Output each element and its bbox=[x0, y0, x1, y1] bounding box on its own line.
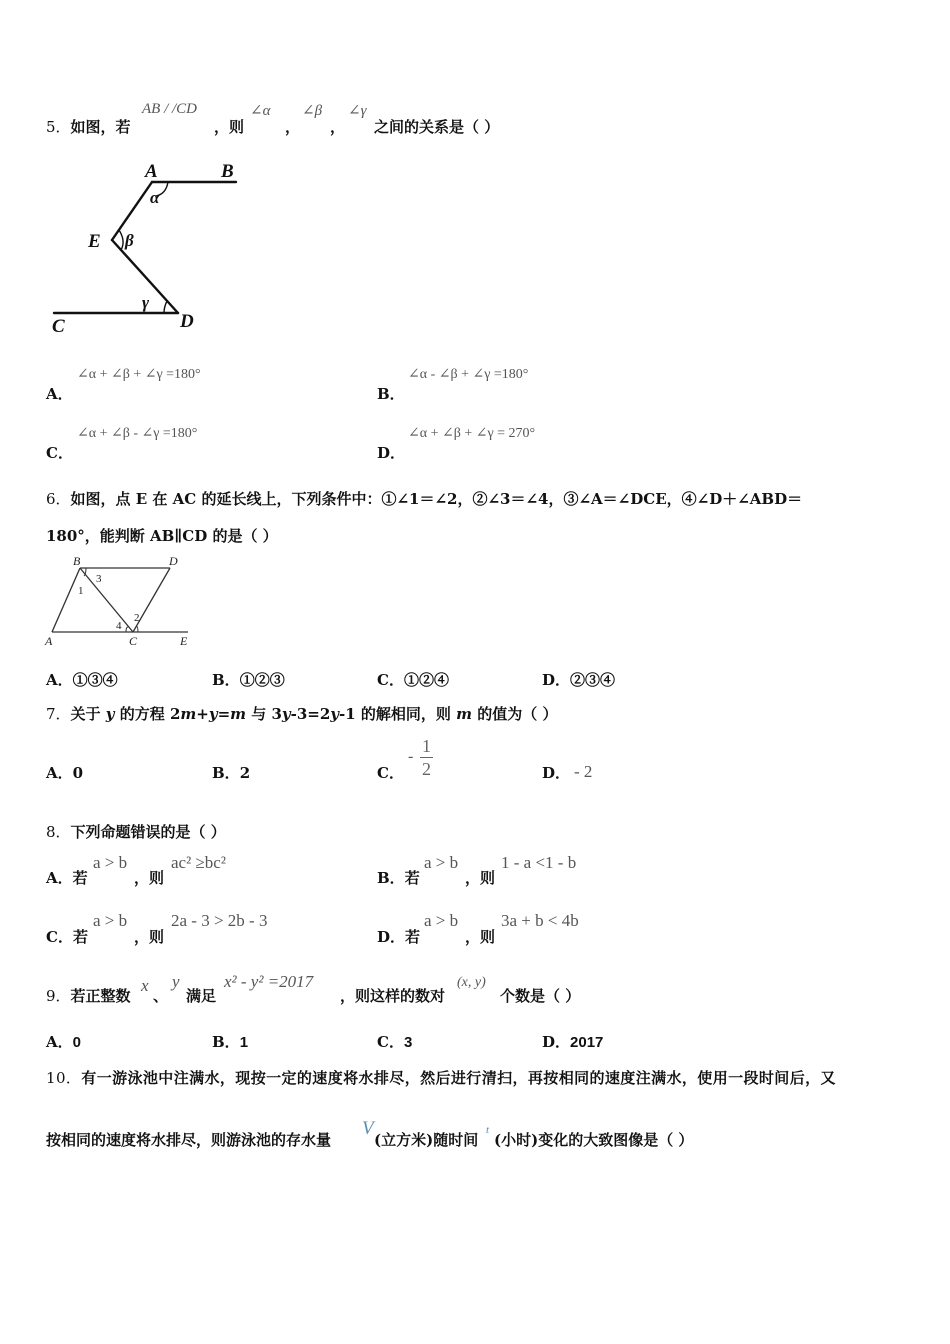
q10-stem-line2b: (立方米)随时间 bbox=[374, 1131, 479, 1149]
q6-label-c: C bbox=[129, 634, 138, 648]
q5-label-beta: β bbox=[125, 231, 134, 250]
q6-figure bbox=[40, 550, 200, 650]
q7-option-a: A．0 bbox=[46, 764, 84, 782]
q5-option-b-label: B． bbox=[377, 385, 405, 403]
q7-stem: 7．关于 y 的方程 2m+y=m 与 3y-3=2y-1 的解相同，则 m 的值为（ ） bbox=[46, 705, 558, 723]
q8-option-a-result: ac² ≥bc² bbox=[171, 853, 226, 872]
q7-option-d-value: - 2 bbox=[574, 762, 593, 781]
q5-sep2: ， bbox=[330, 118, 346, 136]
q5-sep1: ， bbox=[285, 118, 301, 136]
q7-option-d-label: D． bbox=[542, 764, 571, 782]
q8-option-a-cond: a > b bbox=[93, 853, 128, 872]
q5-angle-gamma: ∠γ bbox=[348, 103, 367, 119]
q5-option-c-label: C． bbox=[46, 444, 73, 462]
q5-option-d-expr: ∠α + ∠β + ∠γ = 270° bbox=[408, 426, 536, 441]
q6-stem-line1: 6．如图，点 E 在 AC 的延长线上，下列条件中：①∠1＝∠2，②∠3＝∠4，③∠A＝∠DCE，④∠D＋∠ABD＝ bbox=[46, 490, 803, 508]
q5-option-d-label: D． bbox=[377, 444, 406, 462]
q8-option-b-result: 1 - a <1 - b bbox=[501, 853, 577, 872]
q9-satisfy: 满足 bbox=[186, 987, 217, 1005]
q5-label-a: A bbox=[145, 161, 158, 182]
q5-arc-gamma bbox=[164, 301, 167, 313]
q8-option-d-then: ，则 bbox=[465, 928, 496, 946]
q10-var-v: V bbox=[362, 1118, 374, 1139]
q5-option-a-label: A． bbox=[46, 385, 73, 403]
q5-angle-beta: ∠β bbox=[302, 103, 323, 119]
q5-label-c: C bbox=[52, 316, 65, 337]
q7-option-c-fraction: $\frac{1}{2}$ bbox=[422, 736, 431, 779]
q5-stem: 5．如图，若 bbox=[46, 118, 131, 136]
q8-option-c-result: 2a - 3 > 2b - 3 bbox=[171, 911, 268, 930]
q9-var-x: x bbox=[141, 976, 149, 995]
q9-equation: x² - y² =2017 bbox=[224, 972, 314, 991]
q8-option-d-label: D．若 bbox=[377, 928, 421, 946]
q5-angle-alpha: ∠α bbox=[250, 103, 271, 119]
q8-stem: 8．下列命题错误的是（ ） bbox=[46, 823, 226, 841]
q9-pair: (x, y) bbox=[457, 975, 486, 990]
q6-line-bc bbox=[80, 568, 133, 632]
q6-option-b: B．①②③ bbox=[212, 671, 285, 689]
q5-label-d: D bbox=[180, 311, 194, 332]
q5-tail: 之间的关系是（ ） bbox=[374, 118, 500, 136]
q10-stem-line2c: (小时)变化的大致图像是（ ） bbox=[494, 1131, 694, 1149]
q5-option-a-expr: ∠α + ∠β + ∠γ =180° bbox=[77, 367, 201, 382]
q8-option-a-label: A．若 bbox=[46, 869, 88, 887]
q6-stem-line2: 180°，能判断 AB∥CD 的是（ ） bbox=[46, 527, 278, 545]
q8-option-b-then: ，则 bbox=[465, 869, 496, 887]
q9-option-b: B．1 bbox=[212, 1033, 249, 1051]
q9-then: ，则这样的数对 bbox=[340, 987, 446, 1005]
q8-option-c-cond: a > b bbox=[93, 911, 128, 930]
q6-option-c: C．①②④ bbox=[377, 671, 449, 689]
q6-label-b: B bbox=[73, 554, 81, 568]
q5-label-e: E bbox=[88, 231, 101, 252]
q9-option-c: C．3 bbox=[377, 1033, 413, 1051]
q5-option-b-expr: ∠α - ∠β + ∠γ =180° bbox=[408, 367, 529, 382]
q8-option-d-result: 3a + b < 4b bbox=[501, 911, 579, 930]
q8-option-b-cond: a > b bbox=[424, 853, 459, 872]
q9-var-y: y bbox=[172, 972, 180, 991]
q7-option-c-label: C． bbox=[377, 764, 404, 782]
q10-stem-line2a: 按相同的速度将水排尽，则游泳池的存水量 bbox=[46, 1131, 332, 1149]
q8-option-b-label: B．若 bbox=[377, 869, 420, 887]
q9-stem-start: 9．若正整数 bbox=[46, 987, 131, 1005]
q6-label-d: D bbox=[169, 554, 178, 568]
q6-label-2: 2 bbox=[134, 612, 140, 624]
q5-condition: AB / /CD bbox=[142, 101, 197, 117]
q8-option-c-label: C．若 bbox=[46, 928, 88, 946]
q9-tail: 个数是（ ） bbox=[500, 987, 581, 1005]
q6-label-3: 3 bbox=[96, 573, 102, 585]
q8-option-c-then: ，则 bbox=[134, 928, 165, 946]
q5-then: ，则 bbox=[214, 118, 245, 136]
q6-label-a: A bbox=[45, 634, 53, 648]
q6-option-a: A．①③④ bbox=[46, 671, 118, 689]
q8-option-d-cond: a > b bbox=[424, 911, 459, 930]
q5-label-alpha: α bbox=[150, 188, 160, 207]
q6-label-e: E bbox=[180, 634, 188, 648]
q10-var-t: t bbox=[486, 1124, 490, 1136]
q6-line-ba bbox=[52, 568, 80, 632]
q6-option-d: D．②③④ bbox=[542, 671, 616, 689]
q5-label-gamma: γ bbox=[142, 293, 150, 312]
q6-label-4: 4 bbox=[116, 620, 122, 632]
q7-option-b: B．2 bbox=[212, 764, 251, 782]
q9-option-d: D．2017 bbox=[542, 1033, 604, 1051]
q7-option-c-sign: - bbox=[408, 748, 414, 765]
q5-label-b: B bbox=[221, 161, 234, 182]
q10-stem-line1: 10．有一游泳池中注满水，现按一定的速度将水排尽，然后进行清扫，再按相同的速度注满水，使用一段时间后，又 bbox=[46, 1069, 836, 1087]
q5-option-c-expr: ∠α + ∠β - ∠γ =180° bbox=[77, 426, 198, 441]
q6-label-1: 1 bbox=[78, 585, 84, 597]
q9-sep: 、 bbox=[153, 987, 169, 1005]
q9-option-a: A．0 bbox=[46, 1033, 81, 1051]
q5-figure bbox=[40, 150, 260, 345]
q8-option-a-then: ，则 bbox=[134, 869, 165, 887]
